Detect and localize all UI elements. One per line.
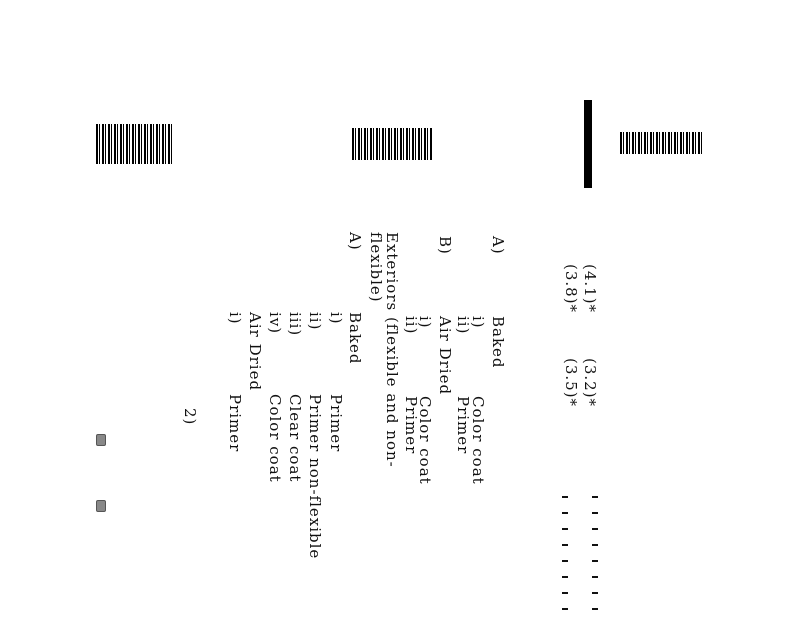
exteriors-item-text: Clear coat [286,394,304,483]
exteriors-item-num: i) [327,312,345,325]
section-b-item-text: Color coat [416,396,434,485]
exteriors-air-dried-title: Air Dried [246,312,264,392]
exteriors-item-text: Color coat [266,394,284,483]
redaction-bar [584,100,592,188]
exteriors-item-text: Primer [327,394,345,453]
value-cell: (3.5)* [562,358,580,408]
page-number: 2) [181,408,199,426]
exteriors-air-item-text: Primer [226,394,244,453]
section-b-item-num: ii) [402,316,420,335]
section-a-item-num: ii) [454,316,472,335]
redaction-mark [620,132,702,154]
value-cell: (3.8)* [562,264,580,314]
exteriors-item-num: iv) [266,312,284,335]
section-a-item-text: Color coat [469,396,487,485]
exteriors-item-num: iii) [286,312,304,337]
section-a-item-num: i) [469,316,487,329]
section-b-item-text: Primer [402,396,420,455]
section-a-label: A) [489,236,507,255]
exteriors-a-label: A) [346,232,364,251]
redaction-mark [96,124,172,164]
section-a-title: Baked [489,316,507,369]
exteriors-heading-line1: Exteriors (flexible and non- [383,232,401,468]
binder-hole-icon [96,434,106,446]
section-b-title: Air Dried [436,316,454,396]
value-cell: (3.2)* [581,358,599,408]
exteriors-item-num: ii) [306,312,324,331]
exteriors-item-text: Primer non-flexible [306,394,324,560]
section-b-label: B) [436,236,454,255]
exteriors-heading-line2: flexible) [367,232,385,303]
exteriors-air-item-num: i) [226,312,244,325]
section-a-item-text: Primer [454,396,472,455]
value-cell: (4.1)* [581,264,599,314]
redaction-mark [352,128,432,160]
exteriors-a-title: Baked [346,312,364,365]
binder-hole-icon [96,500,106,512]
section-b-item-num: i) [416,316,434,329]
